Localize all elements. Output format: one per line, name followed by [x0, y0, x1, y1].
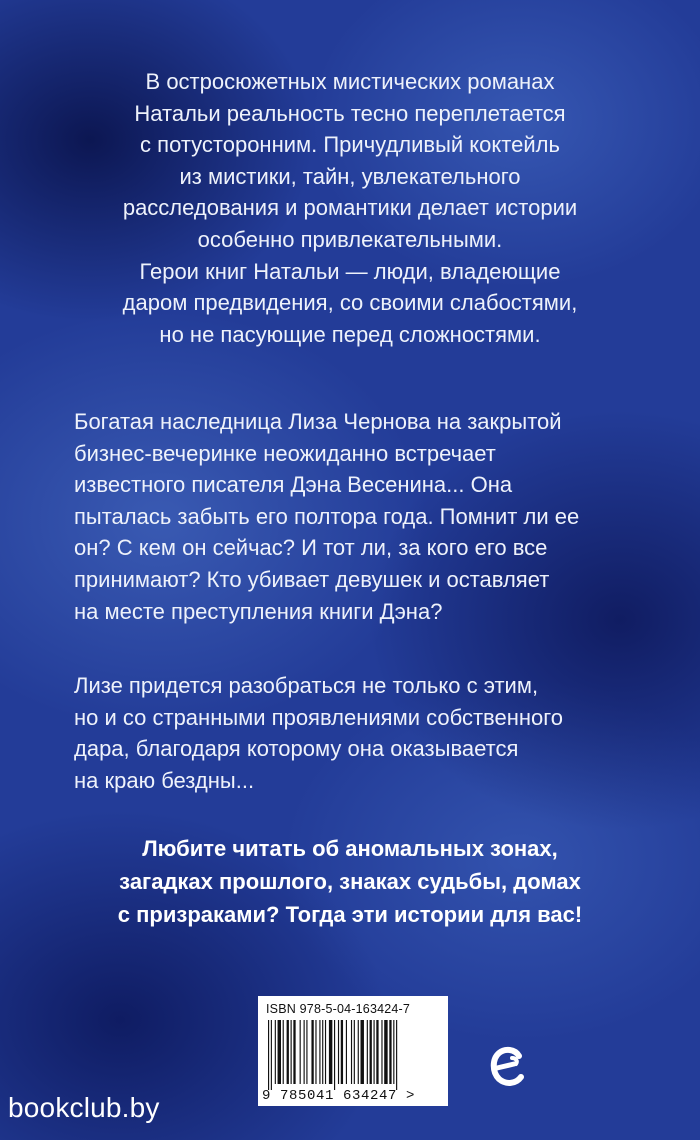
barcode-bars: [266, 1020, 440, 1090]
plot-line: Богатая наследница Лиза Чернова на закрытой: [74, 409, 562, 434]
intro-line: Герои книг Натальи — люди, владеющие: [139, 258, 561, 284]
plot-paragraph: [0, 406, 700, 627]
plot-continuation-paragraph: [0, 670, 700, 796]
eksmo-e-logo-icon: [488, 1044, 528, 1088]
plot-line: принимают? Кто убивает девушек и оставляет: [74, 566, 550, 592]
plot-line: пыталась забыть его полтора года. Помнит ли ее: [74, 503, 580, 529]
intro-line: расследования и романтики делает истории: [122, 195, 578, 221]
intro-line: из мистики, тайн, увлекательного: [179, 163, 521, 189]
plot-line: он? С кем он сейчас? И тот ли, за кого его все: [74, 535, 548, 561]
series-tagline: [0, 832, 700, 931]
plot-continuation-line: дара, благодаря которому она оказывается: [74, 736, 519, 762]
intro-line: с потусторонним. Причудливый коктейль: [140, 132, 560, 158]
plot-continuation-line: Лизе придется разобраться не только с этим,: [74, 673, 539, 698]
intro-line: Натальи реальность тесно переплетается: [134, 100, 566, 126]
plot-continuation-line: но и со странными проявлениями собственного: [74, 704, 564, 730]
plot-line: известного писателя Дэна Весенина... Она: [74, 472, 513, 498]
isbn-barcode: [258, 996, 448, 1106]
tagline-line: загадках прошлого, знаках судьбы, домах: [119, 869, 581, 894]
intro-line: но не пасующие перед сложностями.: [159, 321, 541, 347]
intro-paragraph: [0, 66, 700, 350]
intro-line: особенно привлекательными.: [197, 226, 503, 252]
intro-line: В остросюжетных мистических романах: [145, 69, 555, 94]
isbn-number: ISBN 978-5-04-163424-7: [266, 1002, 411, 1016]
tagline-line: с призраками? Тогда эти истории для вас!: [117, 902, 583, 927]
plot-line: бизнес-вечеринке неожиданно встречает: [74, 440, 496, 466]
website-watermark: bookclub.by: [8, 1092, 160, 1123]
plot-line: на месте преступления книги Дэна?: [74, 598, 443, 624]
tagline-line: Любите читать об аномальных зонах,: [142, 836, 558, 861]
intro-line: даром предвидения, со своими слабостями,: [122, 290, 578, 316]
plot-continuation-line: на краю бездны...: [74, 767, 255, 793]
ean-digits: 9 785041 634247 >: [262, 1088, 416, 1104]
